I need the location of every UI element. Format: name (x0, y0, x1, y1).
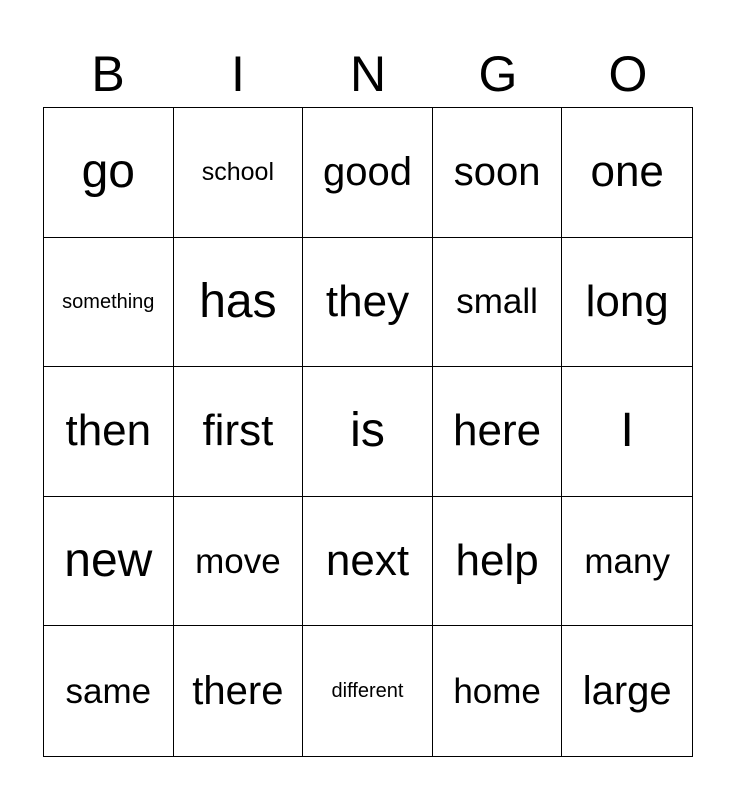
cell-word: I (620, 404, 634, 458)
cell-word: home (453, 671, 541, 711)
cell-word: first (202, 406, 274, 456)
bingo-cell[interactable] (174, 238, 304, 368)
cell-word: they (325, 276, 410, 326)
bingo-cell[interactable] (303, 367, 433, 497)
bingo-cell[interactable] (174, 108, 304, 238)
bingo-cell[interactable] (433, 626, 563, 756)
bingo-header (43, 44, 693, 104)
bingo-cell[interactable] (433, 108, 563, 238)
cell-word: move (195, 541, 281, 581)
bingo-cell[interactable] (303, 626, 433, 756)
cell-word: long (585, 276, 669, 326)
bingo-cell[interactable] (562, 238, 692, 368)
header-letter-n: N (349, 46, 387, 102)
bingo-cell[interactable] (303, 238, 433, 368)
bingo-cell[interactable] (44, 626, 174, 756)
header-letter-i: I (231, 46, 245, 102)
bingo-cell[interactable] (44, 497, 174, 627)
header-letter-g: G (478, 46, 518, 102)
bingo-cell[interactable] (44, 238, 174, 368)
cell-word: school (201, 157, 275, 186)
bingo-cell[interactable] (562, 626, 692, 756)
cell-word: same (65, 671, 152, 711)
cell-word: something (62, 290, 155, 313)
cell-word: is (350, 404, 385, 458)
bingo-cell[interactable] (562, 367, 692, 497)
bingo-cell[interactable] (174, 626, 304, 756)
cell-word: new (64, 534, 153, 588)
bingo-cell[interactable] (562, 497, 692, 627)
bingo-cell[interactable] (433, 497, 563, 627)
bingo-cell[interactable] (174, 367, 304, 497)
cell-word: small (456, 282, 538, 322)
cell-word: there (192, 669, 284, 714)
bingo-cell[interactable] (44, 108, 174, 238)
cell-word: many (584, 541, 670, 581)
cell-word: here (453, 406, 542, 456)
cell-word: one (590, 147, 664, 197)
bingo-board (43, 107, 693, 757)
bingo-cell[interactable] (433, 238, 563, 368)
bingo-cell[interactable] (303, 497, 433, 627)
cell-word: help (455, 536, 539, 586)
header-letter-b: B (91, 46, 125, 102)
header-letter-o: O (608, 46, 648, 102)
cell-word: next (325, 536, 410, 586)
bingo-cell[interactable] (174, 497, 304, 627)
bingo-cell[interactable] (44, 367, 174, 497)
bingo-cell[interactable] (433, 367, 563, 497)
cell-word: different (331, 680, 404, 703)
bingo-cell[interactable] (562, 108, 692, 238)
cell-word: soon (453, 150, 541, 195)
cell-word: has (199, 274, 277, 328)
cell-word: large (582, 669, 672, 714)
cell-word: then (65, 406, 152, 456)
cell-word: go (81, 145, 135, 199)
bingo-cell[interactable] (303, 108, 433, 238)
cell-word: good (323, 150, 412, 195)
